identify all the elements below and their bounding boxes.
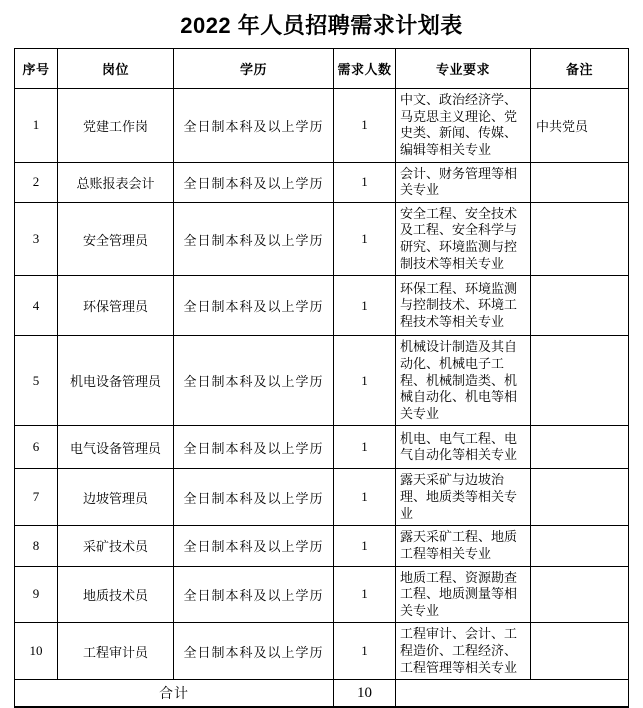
row-position: 电气设备管理员 [58, 426, 174, 469]
col-header-major: 专业要求 [396, 49, 531, 89]
row-count: 1 [334, 566, 396, 623]
row-no: 1 [15, 89, 58, 163]
table-body [15, 89, 629, 680]
row-count: 1 [334, 526, 396, 566]
document-title: 2022 年人员招聘需求计划表 [180, 13, 463, 38]
row-remark [531, 426, 629, 469]
row-remark [531, 526, 629, 566]
row-major: 环保工程、环境监测与控制技术、环境工程技术等相关专业 [396, 276, 531, 336]
row-count: 1 [334, 426, 396, 469]
row-position: 机电设备管理员 [58, 336, 174, 426]
row-no: 10 [15, 623, 58, 680]
row-major: 中文、政治经济学、马克思主义理论、党史类、新闻、传媒、编辑等相关专业 [396, 89, 531, 163]
row-position: 采矿技术员 [58, 526, 174, 566]
total-count: 10 [334, 680, 396, 707]
row-major: 露天采矿与边坡治理、地质类等相关专业 [396, 469, 531, 526]
header-row [15, 49, 629, 89]
row-education: 全日制本科及以上学历 [174, 162, 334, 202]
row-no: 5 [15, 336, 58, 426]
table-row [15, 202, 629, 276]
row-remark [531, 162, 629, 202]
row-position: 地质技术员 [58, 566, 174, 623]
table-row [15, 276, 629, 336]
col-header-position: 岗位 [58, 49, 174, 89]
row-count: 1 [334, 276, 396, 336]
table-row [15, 426, 629, 469]
row-major: 机电、电气工程、电气自动化等相关专业 [396, 426, 531, 469]
row-remark [531, 566, 629, 623]
row-no: 4 [15, 276, 58, 336]
row-remark [531, 276, 629, 336]
row-education: 全日制本科及以上学历 [174, 202, 334, 276]
row-count: 1 [334, 89, 396, 163]
row-education: 全日制本科及以上学历 [174, 89, 334, 163]
col-header-count: 需求人数 [334, 49, 396, 89]
table-row [15, 89, 629, 163]
total-label: 合计 [15, 680, 334, 707]
row-no: 3 [15, 202, 58, 276]
total-empty-cell [396, 680, 629, 707]
table-row [15, 469, 629, 526]
row-remark [531, 336, 629, 426]
row-position: 环保管理员 [58, 276, 174, 336]
row-no: 7 [15, 469, 58, 526]
row-remark [531, 469, 629, 526]
row-no: 8 [15, 526, 58, 566]
row-position: 党建工作岗 [58, 89, 174, 163]
table-row [15, 566, 629, 623]
row-education: 全日制本科及以上学历 [174, 526, 334, 566]
total-row [15, 680, 629, 707]
row-remark [531, 623, 629, 680]
row-count: 1 [334, 623, 396, 680]
recruitment-plan-table [14, 48, 629, 708]
col-header-education: 学历 [174, 49, 334, 89]
row-major: 工程审计、会计、工程造价、工程经济、工程管理等相关专业 [396, 623, 531, 680]
row-position: 总账报表会计 [58, 162, 174, 202]
row-education: 全日制本科及以上学历 [174, 426, 334, 469]
row-major: 会计、财务管理等相关专业 [396, 162, 531, 202]
row-education: 全日制本科及以上学历 [174, 336, 334, 426]
table-row [15, 526, 629, 566]
row-no: 6 [15, 426, 58, 469]
row-no: 9 [15, 566, 58, 623]
row-position: 安全管理员 [58, 202, 174, 276]
col-header-remark: 备注 [531, 49, 629, 89]
row-count: 1 [334, 162, 396, 202]
row-education: 全日制本科及以上学历 [174, 623, 334, 680]
row-remark: 中共党员 [531, 89, 629, 163]
row-education: 全日制本科及以上学历 [174, 469, 334, 526]
row-education: 全日制本科及以上学历 [174, 276, 334, 336]
table-row [15, 623, 629, 680]
row-major: 安全工程、安全技术及工程、安全科学与研究、环境监测与控制技术等相关专业 [396, 202, 531, 276]
table-row [15, 336, 629, 426]
row-position: 边坡管理员 [58, 469, 174, 526]
row-no: 2 [15, 162, 58, 202]
table-row [15, 162, 629, 202]
row-position: 工程审计员 [58, 623, 174, 680]
row-count: 1 [334, 469, 396, 526]
col-header-no: 序号 [15, 49, 58, 89]
row-major: 地质工程、资源勘查工程、地质测量等相关专业 [396, 566, 531, 623]
row-count: 1 [334, 202, 396, 276]
row-major: 露天采矿工程、地质工程等相关专业 [396, 526, 531, 566]
row-count: 1 [334, 336, 396, 426]
row-education: 全日制本科及以上学历 [174, 566, 334, 623]
row-remark [531, 202, 629, 276]
row-major: 机械设计制造及其自动化、机械电子工程、机械制造类、机械自动化、机电等相关专业 [396, 336, 531, 426]
